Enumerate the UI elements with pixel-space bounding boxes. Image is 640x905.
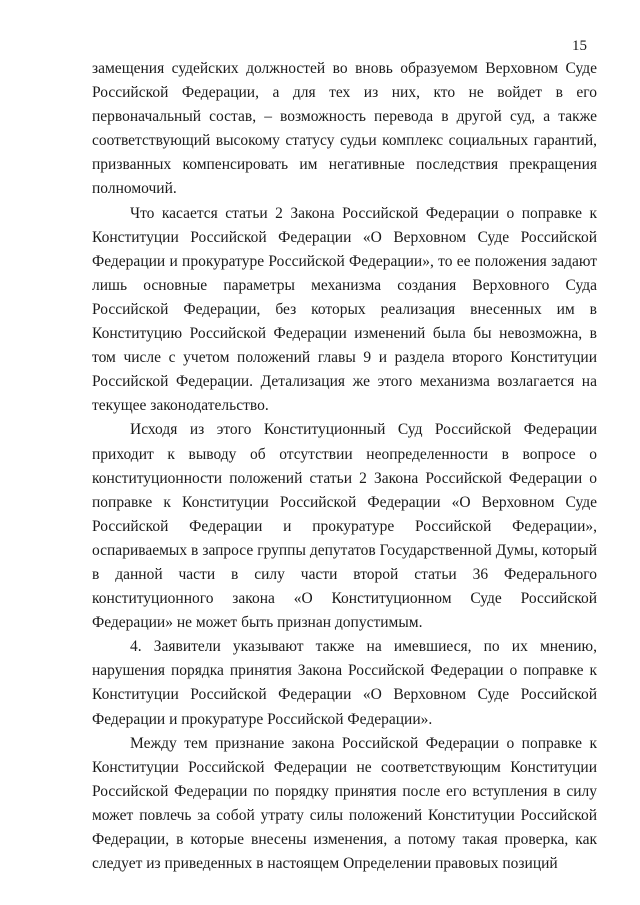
paragraph-recognition-consequences: Между тем признание закона Российской Федерации о поправке к Конституции Российской Федерации не соответствующим Конституции Российской Федерации по порядку принятия после его вступления в силу может повлечь за собой утрату силы положений Конституции Российской Федерации, в которые внесены изменения, а потому такая проверка, как следует из приведенных в настоящем Определении правовых позиций (92, 734, 597, 873)
document-body (92, 57, 597, 876)
paragraph-procedure-violations: 4. Заявители указывают также на имевшиеся, по их мнению, нарушения порядка принятия Закона Российской Федерации о поправке к Конституции Российской Федерации «О Верховном Суде Российской Федерации и прокуратуре Российской Федерации». (92, 638, 597, 728)
paragraph-article-2-mechanism: Что касается статьи 2 Закона Российской Федерации о поправке к Конституции Российской Федерации «О Верховном Суде Российской Федерации и прокуратуре Российской Федерации», то ее положения задают лишь основные параметры механизма создания Верховного Суда Российской Федерации, без которых реализация внесенных им в Конституцию Российской Федерации изменений была бы невозможна, в том числе с учетом положений главы 9 и раздела второго Конституции Российской Федерации. Детализация же этого механизма возлагается на текущее законодательство. (92, 204, 597, 415)
paragraph-court-conclusion: Исходя из этого Конституционный Суд Российской Федерации приходит к выводу об отсутствии неопределенности в вопросе о конституционности положений статьи 2 Закона Российской Федерации о поправке к Конституции Российской Федерации «О Верховном Суде Российской Федерации и прокуратуре Российской Федерации», оспариваемых в запросе группы депутатов Государственной Думы, который в данной части в силу части второй статьи 36 Федерального конституционного закона «О Конституционном Суде Российской Федерации» не может быть признан допустимым. (92, 421, 597, 632)
page-number: 15 (572, 38, 587, 54)
paragraph-continuation: замещения судейских должностей во вновь образуемом Верховном Суде Российской Федерации, а для тех из них, кто не войдет в его первоначальный состав, – возможность перевода в другой суд, а также соответствующий высокому статусу судьи комплекс социальных гарантий, призванных компенсировать им негативные последствия прекращения полномочий. (92, 60, 597, 198)
